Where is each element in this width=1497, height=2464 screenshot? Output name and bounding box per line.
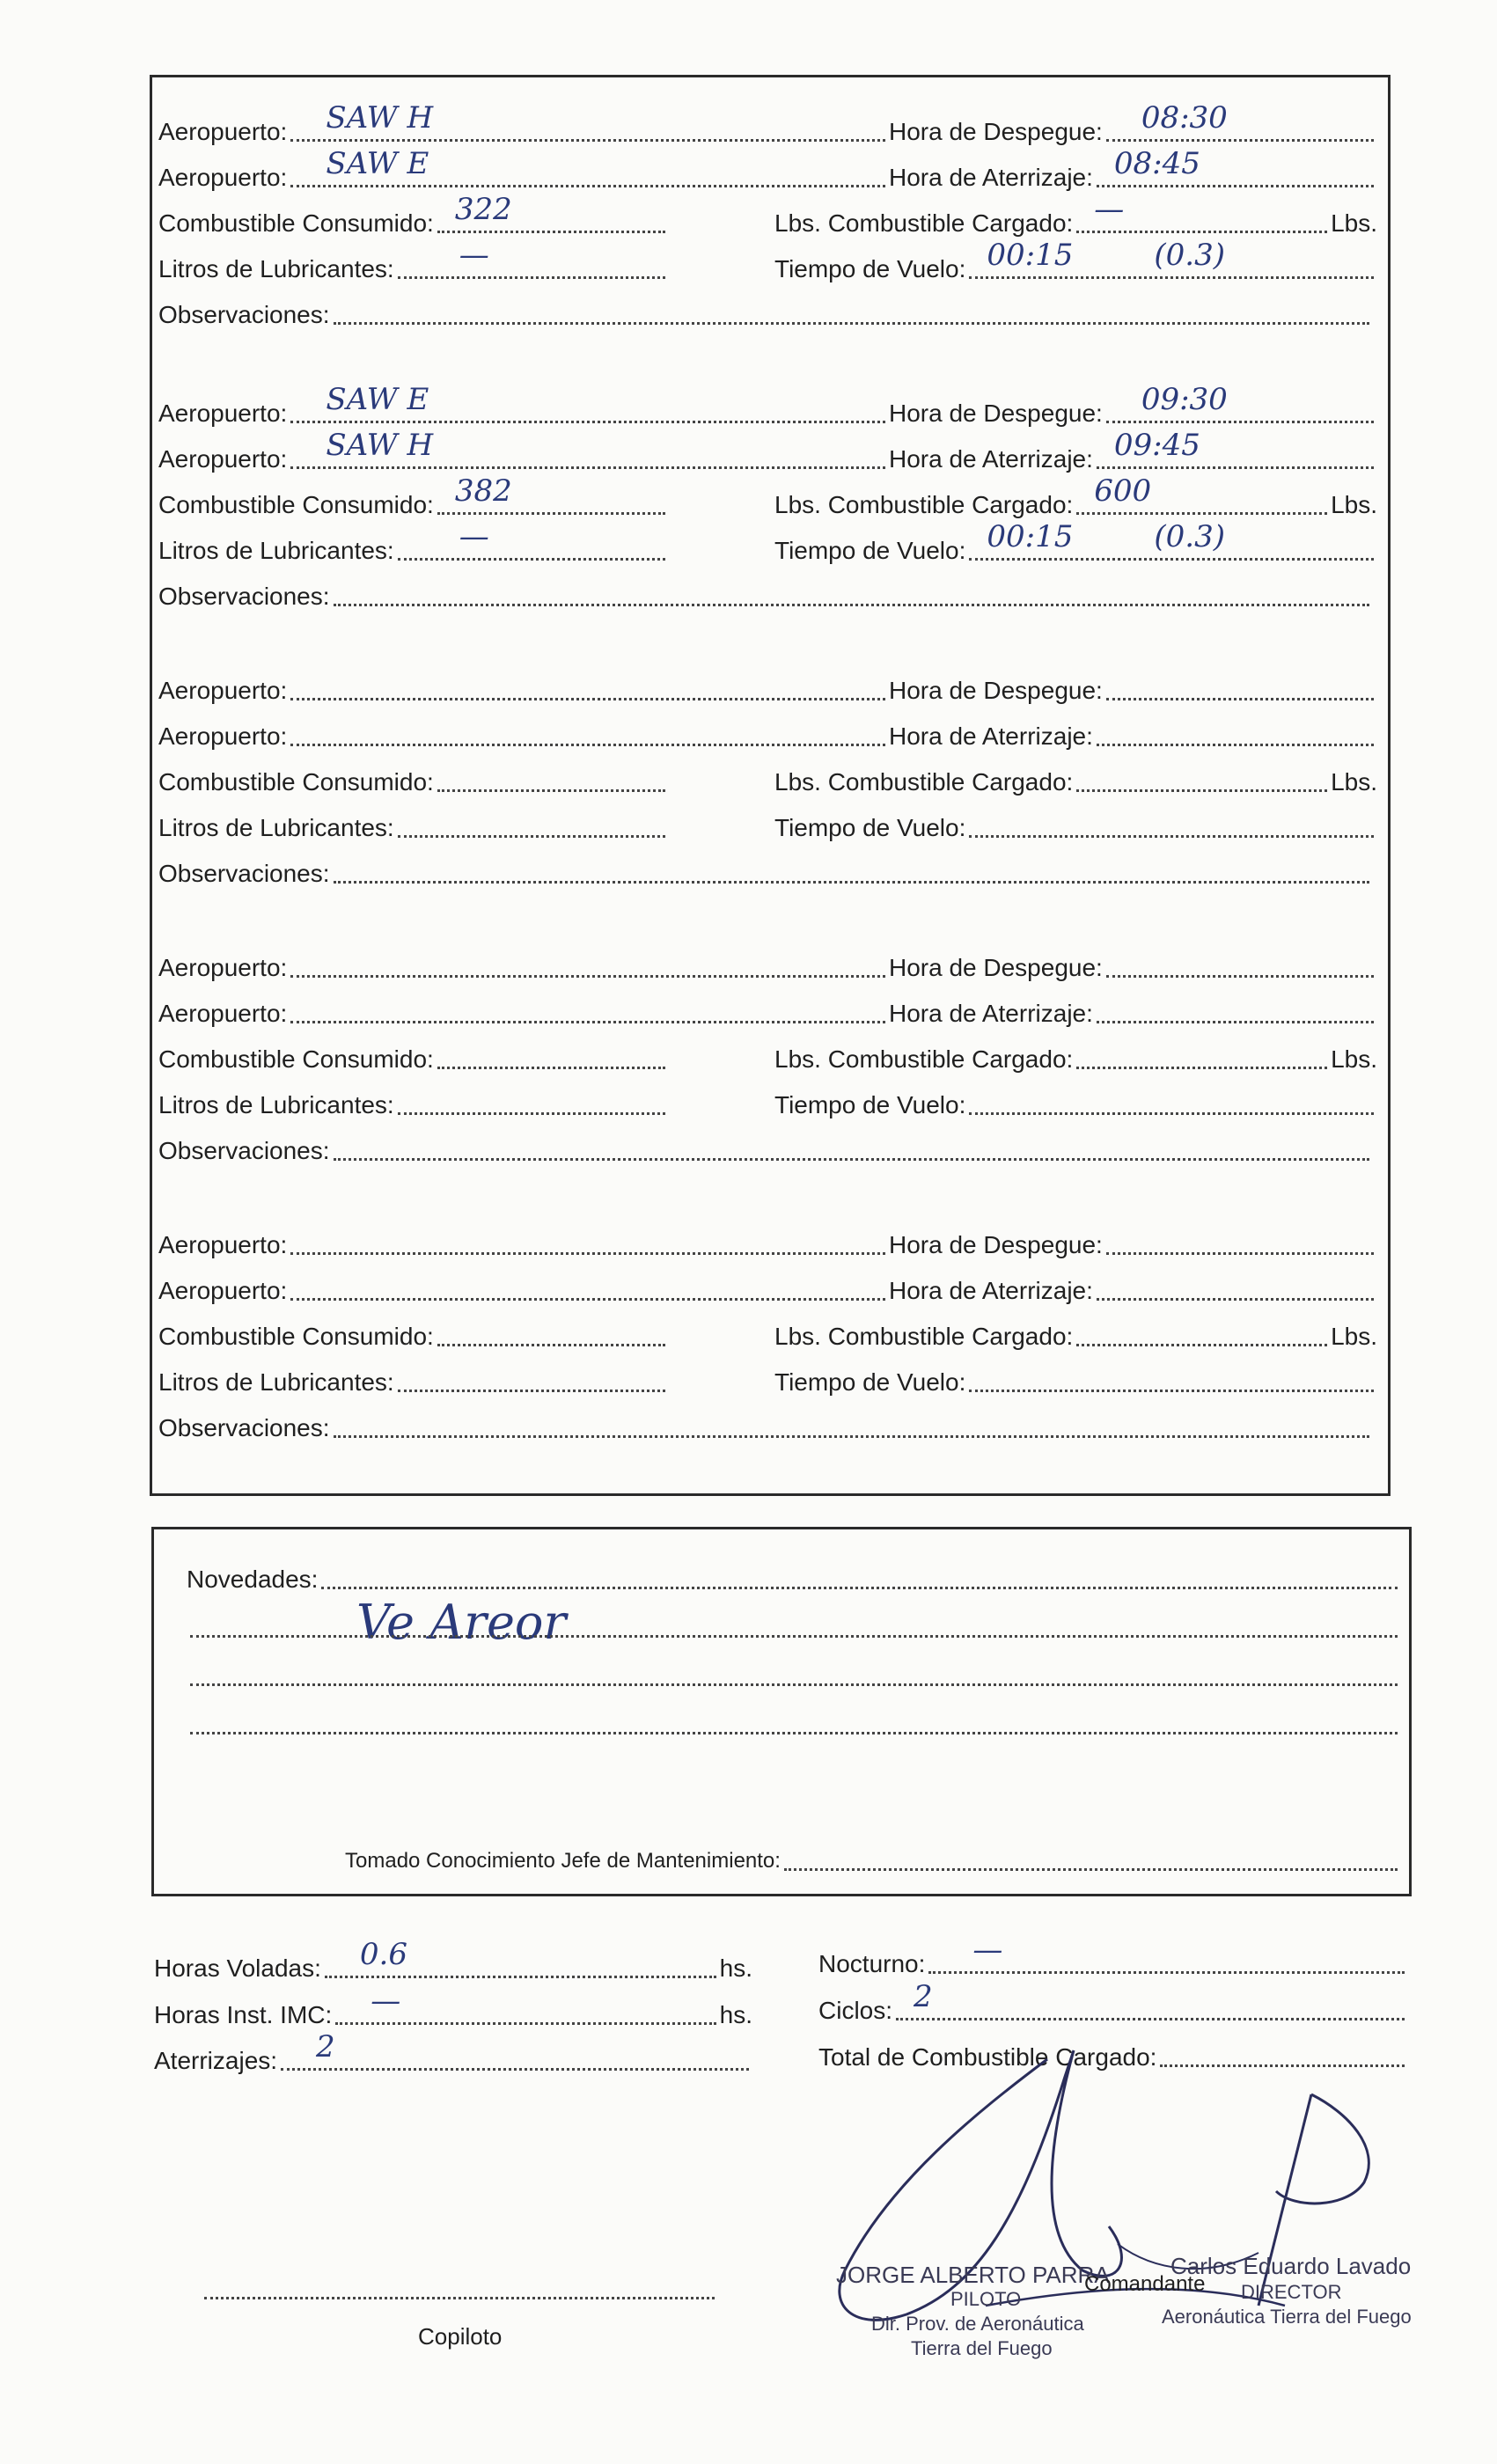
combustible-consumido-2-field[interactable] bbox=[158, 473, 669, 523]
aeropuerto-destino-2-label: Aeropuerto: bbox=[158, 445, 288, 473]
observaciones-3-field[interactable] bbox=[158, 856, 1373, 891]
observaciones-2-label: Observaciones: bbox=[158, 583, 330, 610]
aeropuerto-destino-1-label: Aeropuerto: bbox=[158, 164, 288, 191]
combustible-cargado-1-unit: Lbs. bbox=[1331, 209, 1377, 237]
combustible-cargado-2-label: Lbs. Combustible Cargado: bbox=[774, 491, 1074, 518]
hora-aterrizaje-3-label: Hora de Aterrizaje: bbox=[889, 722, 1093, 750]
nocturno-field[interactable] bbox=[818, 1932, 1408, 1982]
stamp-pilot-name: JORGE ALBERTO PARRA bbox=[836, 2262, 1110, 2288]
stamp-director-name: Carlos Eduardo Lavado bbox=[1170, 2253, 1412, 2279]
combustible-consumido-2-value: 382 bbox=[454, 473, 512, 509]
stamp-director-title: DIRECTOR bbox=[1241, 2281, 1342, 2303]
combustible-consumido-1-field[interactable] bbox=[158, 192, 669, 241]
nocturno-value: — bbox=[972, 1932, 1003, 1968]
aeropuerto-origen-2-field[interactable] bbox=[158, 382, 889, 431]
hora-despegue-1-field[interactable] bbox=[889, 100, 1377, 150]
horas-inst-label: Horas Inst. IMC: bbox=[154, 2001, 333, 2028]
hora-aterrizaje-5-label: Hora de Aterrizaje: bbox=[889, 1277, 1093, 1304]
combustible-cargado-1-label: Lbs. Combustible Cargado: bbox=[774, 209, 1074, 237]
combustible-cargado-1-value: — bbox=[1094, 192, 1125, 227]
aeropuerto-origen-5-label: Aeropuerto: bbox=[158, 1231, 288, 1258]
horas-voladas-label: Horas Voladas: bbox=[154, 1954, 321, 1982]
aeropuerto-destino-2-field[interactable] bbox=[158, 428, 889, 477]
hora-aterrizaje-1-field[interactable] bbox=[889, 146, 1377, 195]
aeropuerto-destino-1-value: SAW E bbox=[326, 146, 429, 181]
novedades-text: Ve Areor bbox=[356, 1595, 567, 1650]
nocturno-label: Nocturno: bbox=[818, 1950, 926, 1977]
tiempo-vuelo-5-field[interactable] bbox=[774, 1365, 1377, 1400]
total-combustible-label: Total de Combustible Cargado: bbox=[818, 2043, 1157, 2071]
hora-despegue-3-label: Hora de Despegue: bbox=[889, 677, 1103, 704]
horas-voladas-value: 0.6 bbox=[359, 1937, 407, 1972]
combustible-consumido-5-field[interactable] bbox=[158, 1319, 669, 1354]
litros-lubricantes-1-label: Litros de Lubricantes: bbox=[158, 255, 394, 282]
observaciones-3-label: Observaciones: bbox=[158, 860, 330, 887]
litros-lubricantes-4-label: Litros de Lubricantes: bbox=[158, 1091, 394, 1118]
aeropuerto-origen-3-label: Aeropuerto: bbox=[158, 677, 288, 704]
hora-despegue-5-label: Hora de Despegue: bbox=[889, 1231, 1103, 1258]
aeropuerto-destino-3-label: Aeropuerto: bbox=[158, 722, 288, 750]
hora-aterrizaje-2-label: Hora de Aterrizaje: bbox=[889, 445, 1093, 473]
aeropuerto-destino-4-field[interactable] bbox=[158, 996, 889, 1031]
hora-despegue-2-value: 09:30 bbox=[1141, 382, 1228, 417]
observaciones-5-label: Observaciones: bbox=[158, 1414, 330, 1441]
ciclos-value: 2 bbox=[914, 1979, 933, 2014]
hora-despegue-4-label: Hora de Despegue: bbox=[889, 954, 1103, 981]
ciclos-label: Ciclos: bbox=[818, 1997, 893, 2024]
observaciones-1-field[interactable] bbox=[158, 297, 1373, 333]
aeropuerto-destino-3-field[interactable] bbox=[158, 719, 889, 754]
aeropuerto-origen-1-field[interactable] bbox=[158, 100, 889, 150]
combustible-consumido-2-label: Combustible Consumido: bbox=[158, 491, 434, 518]
aeropuerto-origen-4-label: Aeropuerto: bbox=[158, 954, 288, 981]
combustible-consumido-4-label: Combustible Consumido: bbox=[158, 1045, 434, 1073]
aterrizajes-label: Aterrizajes: bbox=[154, 2047, 278, 2074]
hora-despegue-1-label: Hora de Despegue: bbox=[889, 118, 1103, 145]
combustible-consumido-4-field[interactable] bbox=[158, 1042, 669, 1077]
aeropuerto-destino-5-field[interactable] bbox=[158, 1273, 889, 1309]
aeropuerto-destino-4-label: Aeropuerto: bbox=[158, 1000, 288, 1027]
hora-despegue-2-label: Hora de Despegue: bbox=[889, 400, 1103, 427]
combustible-consumido-5-label: Combustible Consumido: bbox=[158, 1323, 434, 1350]
litros-lubricantes-2-label: Litros de Lubricantes: bbox=[158, 537, 394, 564]
observaciones-4-label: Observaciones: bbox=[158, 1137, 330, 1164]
tiempo-vuelo-2-field[interactable] bbox=[774, 519, 1377, 568]
combustible-consumido-1-label: Combustible Consumido: bbox=[158, 209, 434, 237]
stamp-pilot-org: Dir. Prov. de Aeronáutica bbox=[871, 2313, 1084, 2335]
copiloto-signature-line bbox=[204, 2297, 715, 2299]
combustible-cargado-3-unit: Lbs. bbox=[1331, 768, 1377, 796]
hora-aterrizaje-2-field[interactable] bbox=[889, 428, 1377, 477]
aeropuerto-origen-4-field[interactable] bbox=[158, 950, 889, 986]
combustible-cargado-2-unit: Lbs. bbox=[1331, 491, 1377, 518]
combustible-consumido-3-label: Combustible Consumido: bbox=[158, 768, 434, 796]
aeropuerto-origen-1-value: SAW H bbox=[326, 100, 434, 136]
hora-despegue-5-field[interactable] bbox=[889, 1228, 1377, 1263]
tiempo-vuelo-4-label: Tiempo de Vuelo: bbox=[774, 1091, 966, 1118]
combustible-cargado-2-value: 600 bbox=[1094, 473, 1152, 509]
combustible-cargado-4-label: Lbs. Combustible Cargado: bbox=[774, 1045, 1074, 1073]
combustible-cargado-5-label: Lbs. Combustible Cargado: bbox=[774, 1323, 1074, 1350]
tiempo-vuelo-1-decimal-value: (0.3) bbox=[1154, 238, 1225, 273]
hora-aterrizaje-4-label: Hora de Aterrizaje: bbox=[889, 1000, 1093, 1027]
combustible-cargado-1-field[interactable] bbox=[774, 192, 1377, 241]
combustible-cargado-3-label: Lbs. Combustible Cargado: bbox=[774, 768, 1074, 796]
aeropuerto-destino-5-label: Aeropuerto: bbox=[158, 1277, 288, 1304]
litros-lubricantes-2-field[interactable] bbox=[158, 519, 669, 568]
horas-inst-field[interactable] bbox=[154, 1984, 752, 2033]
litros-lubricantes-5-label: Litros de Lubricantes: bbox=[158, 1368, 394, 1396]
horas-voladas-field[interactable] bbox=[154, 1937, 752, 1986]
hora-despegue-4-field[interactable] bbox=[889, 950, 1377, 986]
combustible-cargado-5-field[interactable] bbox=[774, 1319, 1377, 1354]
tiempo-vuelo-3-field[interactable] bbox=[774, 810, 1377, 846]
observaciones-4-field[interactable] bbox=[158, 1133, 1373, 1169]
hora-aterrizaje-5-field[interactable] bbox=[889, 1273, 1377, 1309]
litros-lubricantes-4-field[interactable] bbox=[158, 1088, 669, 1123]
aterrizajes-value: 2 bbox=[316, 2029, 335, 2064]
novedades-field[interactable] bbox=[187, 1562, 1401, 1597]
hora-despegue-1-value: 08:30 bbox=[1141, 100, 1228, 136]
aterrizajes-field[interactable] bbox=[154, 2029, 752, 2079]
observaciones-2-field[interactable] bbox=[158, 579, 1373, 614]
hora-aterrizaje-4-field[interactable] bbox=[889, 996, 1377, 1031]
hora-aterrizaje-3-field[interactable] bbox=[889, 719, 1377, 754]
copiloto-label: Copiloto bbox=[418, 2323, 503, 2350]
aeropuerto-destino-2-value: SAW H bbox=[326, 428, 434, 463]
litros-lubricantes-3-label: Litros de Lubricantes: bbox=[158, 814, 394, 841]
combustible-consumido-3-field[interactable] bbox=[158, 765, 669, 800]
novedades-line-2[interactable] bbox=[187, 1610, 1401, 1646]
aeropuerto-origen-3-field[interactable] bbox=[158, 673, 889, 708]
observaciones-5-field[interactable] bbox=[158, 1411, 1373, 1446]
tiempo-vuelo-1-value: 00:15 bbox=[987, 238, 1074, 273]
stamp-director-org: Aeronáutica Tierra del Fuego bbox=[1162, 2306, 1412, 2328]
combustible-cargado-2-field[interactable] bbox=[774, 473, 1377, 523]
jefe-mantenimiento-field[interactable] bbox=[345, 1844, 1401, 1879]
hora-despegue-2-field[interactable] bbox=[889, 382, 1377, 431]
novedades-line-3[interactable] bbox=[187, 1659, 1401, 1694]
litros-lubricantes-2-value: — bbox=[459, 519, 489, 554]
litros-lubricantes-3-field[interactable] bbox=[158, 810, 669, 846]
hora-aterrizaje-1-value: 08:45 bbox=[1113, 146, 1200, 181]
combustible-cargado-3-field[interactable] bbox=[774, 765, 1377, 800]
aeropuerto-origen-5-field[interactable] bbox=[158, 1228, 889, 1263]
tiempo-vuelo-2-label: Tiempo de Vuelo: bbox=[774, 537, 966, 564]
comandante-label: Comandante bbox=[1084, 2272, 1206, 2296]
hora-aterrizaje-1-label: Hora de Aterrizaje: bbox=[889, 164, 1093, 191]
tiempo-vuelo-2-decimal-value: (0.3) bbox=[1154, 519, 1225, 554]
ciclos-field[interactable] bbox=[818, 1979, 1408, 2028]
combustible-cargado-4-field[interactable] bbox=[774, 1042, 1377, 1077]
tiempo-vuelo-4-field[interactable] bbox=[774, 1088, 1377, 1123]
litros-lubricantes-5-field[interactable] bbox=[158, 1365, 669, 1400]
horas-inst-unit: hs. bbox=[719, 2001, 752, 2028]
stamp-pilot-title: PILOTO bbox=[950, 2288, 1022, 2310]
observaciones-1-label: Observaciones: bbox=[158, 301, 330, 328]
aeropuerto-origen-2-value: SAW E bbox=[326, 382, 429, 417]
aeropuerto-origen-2-label: Aeropuerto: bbox=[158, 400, 288, 427]
novedades-line-4[interactable] bbox=[187, 1707, 1401, 1742]
tiempo-vuelo-2-value: 00:15 bbox=[987, 519, 1074, 554]
stamp-pilot-region: Tierra del Fuego bbox=[911, 2337, 1053, 2359]
horas-voladas-unit: hs. bbox=[719, 1954, 752, 1982]
combustible-consumido-1-value: 322 bbox=[454, 192, 512, 227]
jefe-mantenimiento-label: Tomado Conocimiento Jefe de Mantenimiento: bbox=[345, 1849, 781, 1873]
hora-despegue-3-field[interactable] bbox=[889, 673, 1377, 708]
novedades-label: Novedades: bbox=[187, 1566, 319, 1593]
tiempo-vuelo-1-label: Tiempo de Vuelo: bbox=[774, 255, 966, 282]
aeropuerto-origen-1-label: Aeropuerto: bbox=[158, 118, 288, 145]
tiempo-vuelo-3-label: Tiempo de Vuelo: bbox=[774, 814, 966, 841]
hora-aterrizaje-2-value: 09:45 bbox=[1113, 428, 1200, 463]
tiempo-vuelo-5-label: Tiempo de Vuelo: bbox=[774, 1368, 966, 1396]
horas-inst-value: — bbox=[371, 1984, 401, 2019]
aeropuerto-destino-1-field[interactable] bbox=[158, 146, 889, 195]
litros-lubricantes-1-field[interactable] bbox=[158, 238, 669, 287]
tiempo-vuelo-1-field[interactable] bbox=[774, 238, 1377, 287]
litros-lubricantes-1-value: — bbox=[459, 238, 489, 273]
combustible-cargado-5-unit: Lbs. bbox=[1331, 1323, 1377, 1350]
combustible-cargado-4-unit: Lbs. bbox=[1331, 1045, 1377, 1073]
